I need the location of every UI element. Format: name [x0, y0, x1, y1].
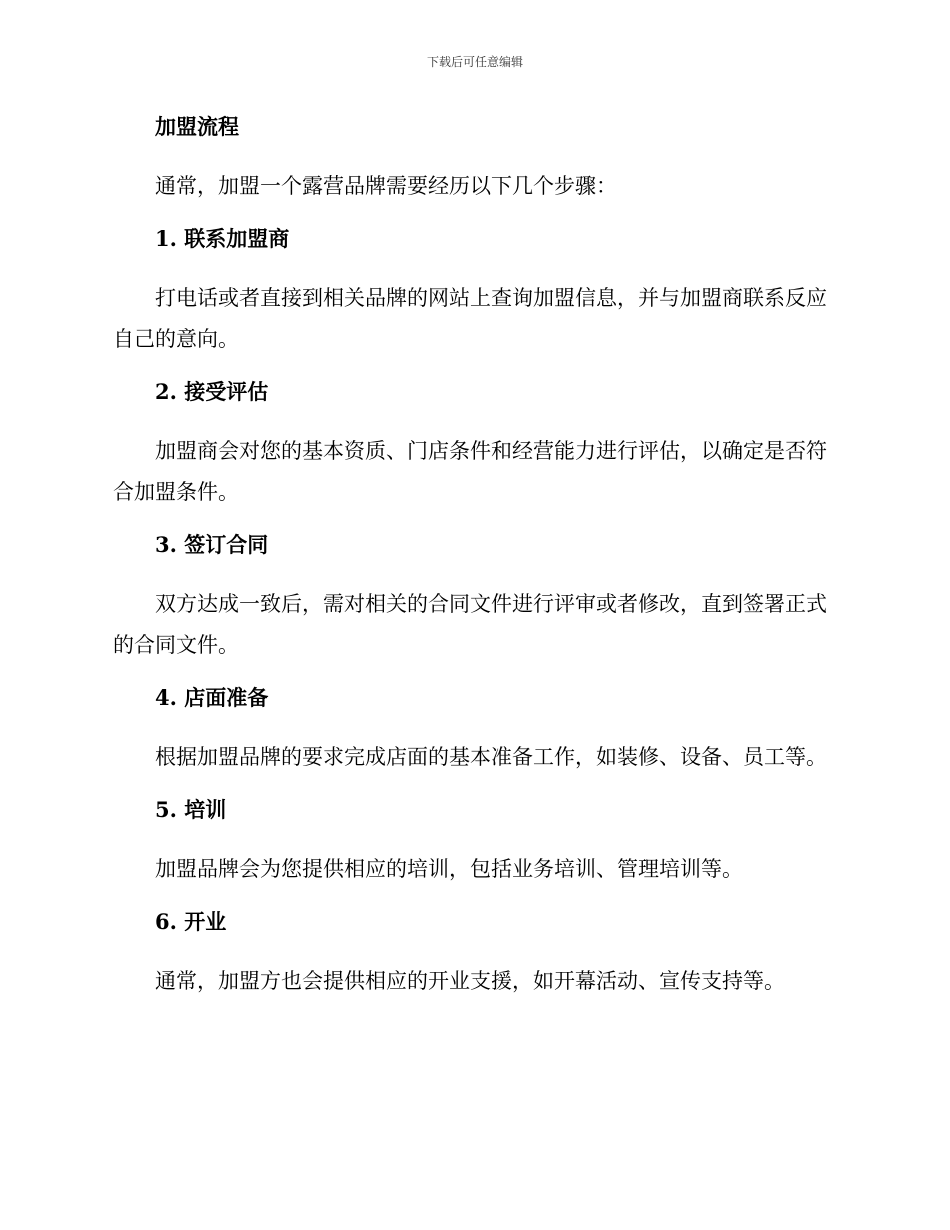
step-heading: 3. 签订合同 [155, 532, 269, 557]
step-paragraph: 加盟品牌会为您提供相应的培训，包括业务培训、管理培训等。 [155, 857, 743, 881]
section-title: 加盟流程 [155, 114, 239, 139]
step-paragraph: 打电话或者直接到相关品牌的网站上查询加盟信息，并与加盟商联系反应自己的意向。 [113, 286, 827, 351]
step-paragraph: 加盟商会对您的基本资质、门店条件和经营能力进行评估，以确定是否符合加盟条件。 [113, 439, 827, 504]
step-heading: 5. 培训 [155, 797, 227, 822]
intro-paragraph: 通常，加盟一个露营品牌需要经历以下几个步骤： [155, 174, 617, 198]
step-paragraph: 双方达成一致后，需对相关的合同文件进行评审或者修改，直到签署正式的合同文件。 [113, 592, 827, 657]
step-heading: 2. 接受评估 [155, 379, 269, 404]
step-heading: 1. 联系加盟商 [155, 226, 290, 251]
step-paragraph: 通常，加盟方也会提供相应的开业支援，如开幕活动、宣传支持等。 [155, 969, 785, 993]
document-body [113, 112, 835, 1019]
step-heading: 6. 开业 [155, 909, 227, 934]
header-note: 下载后可任意编辑 [426, 55, 523, 69]
step-paragraph: 根据加盟品牌的要求完成店面的基本准备工作，如装修、设备、员工等。 [155, 745, 827, 769]
step-heading: 4. 店面准备 [155, 685, 269, 710]
